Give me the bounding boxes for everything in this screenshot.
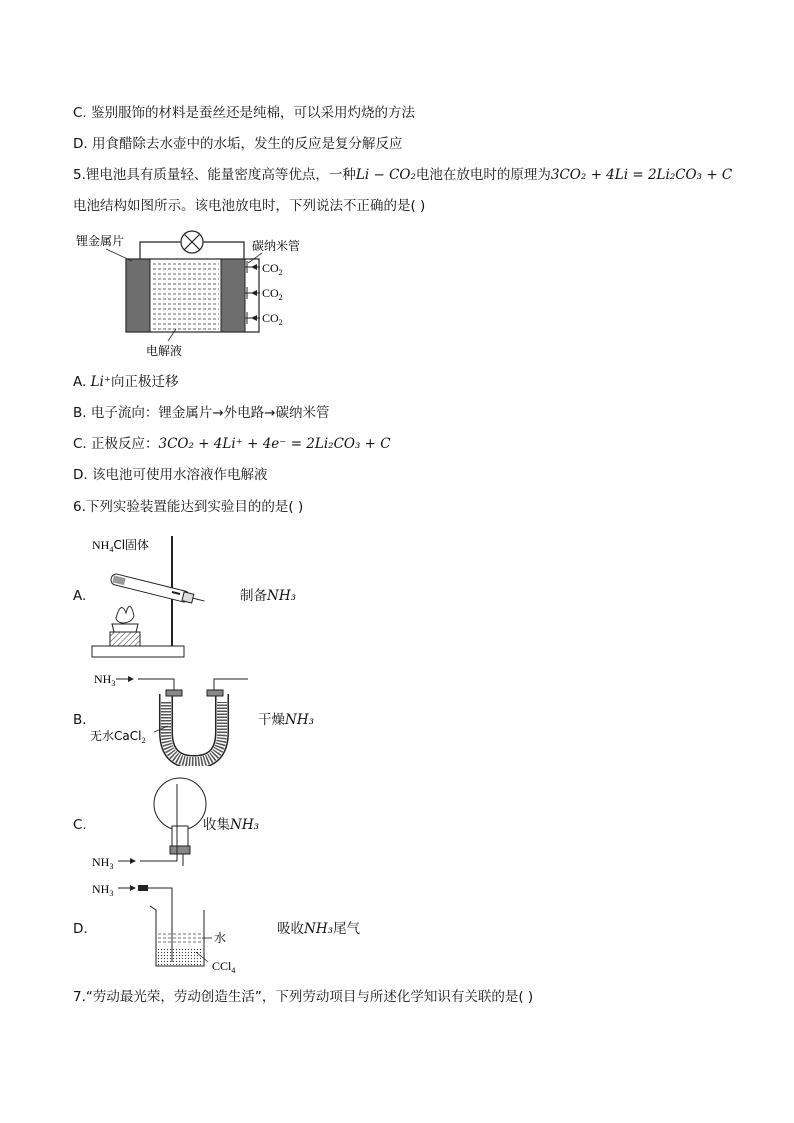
q5-stem-line2: 电池结构如图所示。该电池放电时，下列说法不正确的是( ) (73, 198, 426, 214)
q6-a-ammonia-prep-apparatus (88, 528, 208, 663)
q5-label-lithium: 锂金属片 (76, 234, 125, 248)
q6-d-caption-formula: NH₃ (304, 921, 333, 937)
q6-option-b-label: B. (73, 712, 87, 728)
q5-option-c-label: C. 正极反应： (73, 436, 159, 452)
q7-stem: 7.“劳动最光荣，劳动创造生活”，下列劳动项目与所述化学知识有关联的是( ) (73, 989, 534, 1005)
q6-c-label-nh3: $NH_3$ (92, 855, 114, 871)
q6-stem: 6.下列实验装置能达到实验目的的是( ) (73, 499, 304, 515)
q6-c-caption-formula: NH₃ (230, 817, 259, 833)
q5-option-c-formula: 3CO₂ + 4Li⁺ + 4e⁻ = 2Li₂CO₃ + C (158, 436, 391, 452)
q6-b-caption-formula: NH₃ (285, 712, 314, 728)
q5-co2-label-2: $CO_2$ (262, 286, 283, 302)
q6-b-caption-text: 干燥 (258, 712, 285, 728)
q5-stem-formula-1: Li − CO₂ (355, 167, 416, 183)
q5-battery-diagram (76, 225, 316, 365)
q6-a-caption-formula: NH₃ (267, 588, 296, 604)
q5-co2-label-3: $CO_2$ (262, 311, 283, 327)
q5-label-carbon: 碳纳米管 (252, 239, 301, 253)
q6-d-caption-text: 吸收 (277, 921, 304, 937)
q6-a-caption (240, 587, 296, 605)
q5-option-b: B. 电子流向：锂金属片→外电路→碳纳米管 (73, 405, 330, 421)
q5-option-a (73, 373, 179, 391)
q5-stem-line1 (73, 166, 732, 184)
q5-lithium-electrode (126, 259, 150, 332)
q5-carbon-electrode (221, 259, 245, 332)
q6-d-caption-suffix: 尾气 (333, 921, 360, 937)
q6-c-caption-text: 收集 (203, 817, 230, 833)
q6-a-label-nh4cl: $NH_4Cl$固体 (92, 538, 150, 554)
q6-option-c-label: C. (73, 817, 87, 833)
q5-stem-text-1: 5.锂电池具有质量轻、能量密度高等优点，一种 (73, 167, 356, 183)
q6-d-label-nh3: $NH_3$ (92, 882, 114, 898)
q6-b-u-tube-apparatus (88, 666, 258, 766)
q6-b-caption (258, 711, 314, 729)
q6-c-caption (203, 816, 259, 834)
q6-d-label-water: 水 (214, 931, 227, 945)
q6-b-label-cacl2: 无水CaCl$_2$ (90, 729, 146, 745)
q6-d-beaker-apparatus (88, 876, 258, 976)
q6-d-label-ccl4: CCl$_4$ (212, 959, 236, 975)
q5-option-a-formula: Li⁺ (90, 374, 112, 390)
q5-option-a-text: 向正极迁移 (111, 374, 179, 390)
q5-label-electrolyte: 电解液 (146, 344, 183, 358)
q5-stem-formula-2: 3CO₂ + 4Li = 2Li₂CO₃ + C (550, 167, 733, 183)
q6-b-label-nh3: $NH_3$ (94, 672, 116, 688)
q5-option-a-label: A. (73, 374, 87, 390)
q6-c-flask-apparatus (88, 770, 208, 876)
q5-co2-label-1: $CO_2$ (262, 261, 283, 277)
q5-option-d: D. 该电池可使用水溶液作电解液 (73, 467, 268, 483)
q4-option-d: D. 用食醋除去水壶中的水垢，发生的反应是复分解反应 (73, 136, 403, 152)
q6-a-caption-text: 制备 (240, 588, 267, 604)
q5-option-c (73, 435, 391, 453)
q5-stem-text-2: 电池在放电时的原理为 (415, 167, 551, 183)
q6-option-a-label: A. (73, 588, 87, 604)
q6-d-caption (277, 920, 360, 938)
q4-option-c: C. 鉴别服饰的材料是蚕丝还是纯棉，可以采用灼烧的方法 (73, 105, 416, 121)
q6-option-d-label: D. (73, 921, 88, 937)
